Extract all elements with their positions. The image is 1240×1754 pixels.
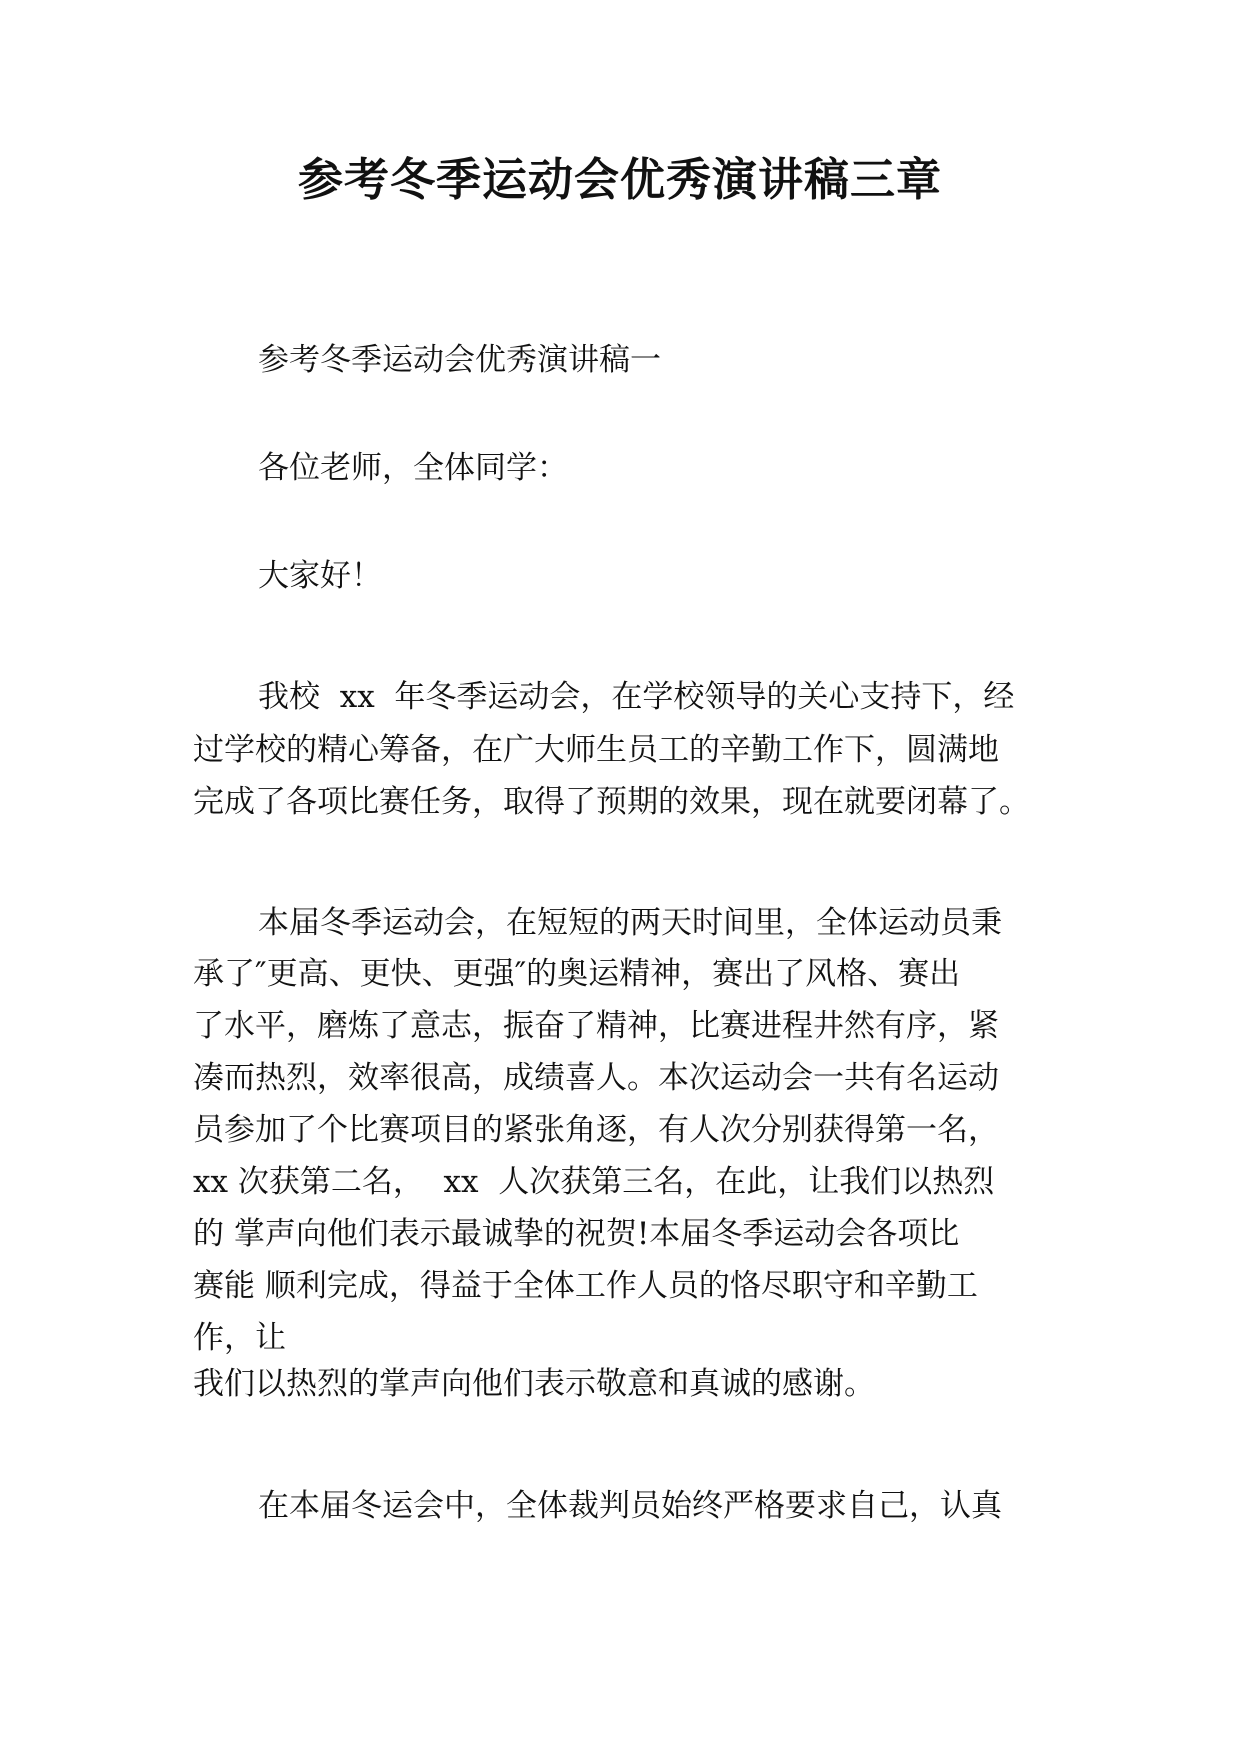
paragraph-line: 本届冬季运动会，在短短的两天时间里，全体运动员秉 bbox=[258, 905, 1002, 941]
document-title: 参考冬季运动会优秀演讲稿三章 bbox=[297, 153, 942, 206]
greeting: 大家好！ bbox=[258, 558, 382, 594]
paragraph-line: 过学校的精心筹备，在广大师生员工的辛勤工作下，圆满地 bbox=[193, 732, 999, 768]
paragraph-line: 我校 xx 年冬季运动会，在学校领导的关心支持下，经 bbox=[258, 679, 1015, 715]
paragraph-line: 赛能 顺利完成，得益于全体工作人员的恪尽职守和辛勤工 bbox=[193, 1268, 978, 1304]
paragraph-line: 的 掌声向他们表示最诚挚的祝贺!本届冬季运动会各项比 bbox=[193, 1216, 960, 1252]
paragraph-line: 了水平，磨炼了意志，振奋了精神，比赛进程井然有序，紧 bbox=[193, 1008, 999, 1044]
salutation: 各位老师，全体同学： bbox=[258, 450, 568, 486]
paragraph-line: 作，让 bbox=[193, 1320, 286, 1356]
section-heading: 参考冬季运动会优秀演讲稿一 bbox=[258, 342, 661, 378]
paragraph-line: 凑而热烈，效率很高，成绩喜人。本次运动会一共有名运动 bbox=[193, 1060, 999, 1096]
paragraph-line: 承了″更高、更快、更强″的奥运精神，赛出了风格、赛出 bbox=[193, 956, 961, 992]
paragraph-line: xx 次获第二名， xx 人次获第三名，在此，让我们以热烈 bbox=[193, 1164, 995, 1200]
paragraph-line: 在本届冬运会中，全体裁判员始终严格要求自己，认真 bbox=[258, 1488, 1002, 1524]
paragraph-line: 我们以热烈的掌声向他们表示敬意和真诚的感谢。 bbox=[193, 1366, 875, 1402]
paragraph-line: 员参加了个比赛项目的紧张角逐，有人次分别获得第一名， bbox=[193, 1112, 999, 1148]
paragraph-line: 完成了各项比赛任务，取得了预期的效果，现在就要闭幕了。 bbox=[193, 784, 1030, 820]
